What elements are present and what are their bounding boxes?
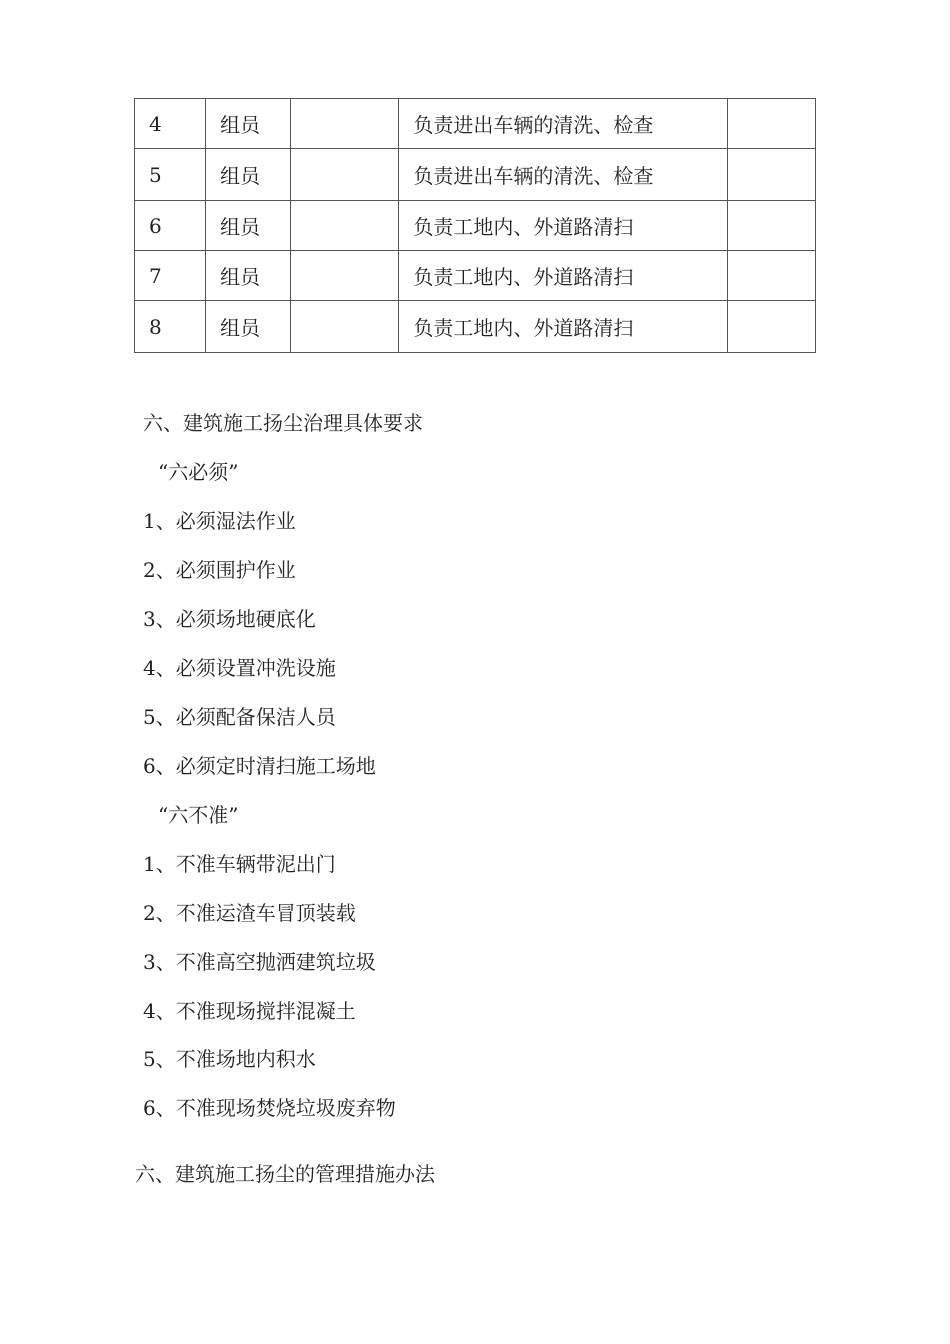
section-heading: 六、建筑施工扬尘的管理措施办法	[135, 1162, 435, 1186]
row-duty: 负责工地内、外道路清扫	[399, 201, 727, 251]
row-note	[727, 201, 815, 251]
list-item: 6、必须定时清扫施工场地	[143, 754, 376, 778]
list-item: 2、必须围护作业	[143, 558, 296, 582]
list-item: 1、必须湿法作业	[143, 509, 296, 533]
list-item: 6、不准现场焚烧垃圾废弃物	[143, 1096, 396, 1120]
row-number: 4	[135, 99, 206, 149]
list-item: 5、必须配备保洁人员	[143, 705, 336, 729]
row-duty: 负责工地内、外道路清扫	[399, 251, 727, 301]
table-row	[135, 99, 816, 149]
row-note	[727, 149, 815, 201]
row-number: 5	[135, 149, 206, 201]
row-duty: 负责进出车辆的清洗、检查	[399, 149, 727, 201]
list-item: 3、不准高空抛洒建筑垃圾	[143, 950, 376, 974]
table-row	[135, 251, 816, 301]
row-note	[727, 301, 815, 353]
forbid-list-title: “六不准”	[158, 803, 239, 827]
row-duty: 负责进出车辆的清洗、检查	[399, 99, 727, 149]
row-role: 组员	[206, 99, 291, 149]
list-item: 2、不准运渣车冒顶装载	[143, 901, 356, 925]
row-name	[291, 99, 399, 149]
row-name	[291, 301, 399, 353]
table-row	[135, 301, 816, 353]
row-number: 7	[135, 251, 206, 301]
row-role: 组员	[206, 149, 291, 201]
row-duty: 负责工地内、外道路清扫	[399, 301, 727, 353]
table-row	[135, 201, 816, 251]
row-number: 6	[135, 201, 206, 251]
row-name	[291, 251, 399, 301]
row-name	[291, 201, 399, 251]
list-item: 4、必须设置冲洗设施	[143, 656, 336, 680]
list-item: 4、不准现场搅拌混凝土	[143, 999, 356, 1023]
row-name	[291, 149, 399, 201]
section-heading: 六、建筑施工扬尘治理具体要求	[143, 411, 423, 435]
row-note	[727, 99, 815, 149]
row-number: 8	[135, 301, 206, 353]
staff-table	[134, 98, 816, 353]
row-note	[727, 251, 815, 301]
row-role: 组员	[206, 301, 291, 353]
must-list-title: “六必须”	[158, 460, 239, 484]
list-item: 1、不准车辆带泥出门	[143, 852, 336, 876]
row-role: 组员	[206, 251, 291, 301]
list-item: 3、必须场地硬底化	[143, 607, 316, 631]
row-role: 组员	[206, 201, 291, 251]
list-item: 5、不准场地内积水	[143, 1047, 316, 1071]
table-row	[135, 149, 816, 201]
